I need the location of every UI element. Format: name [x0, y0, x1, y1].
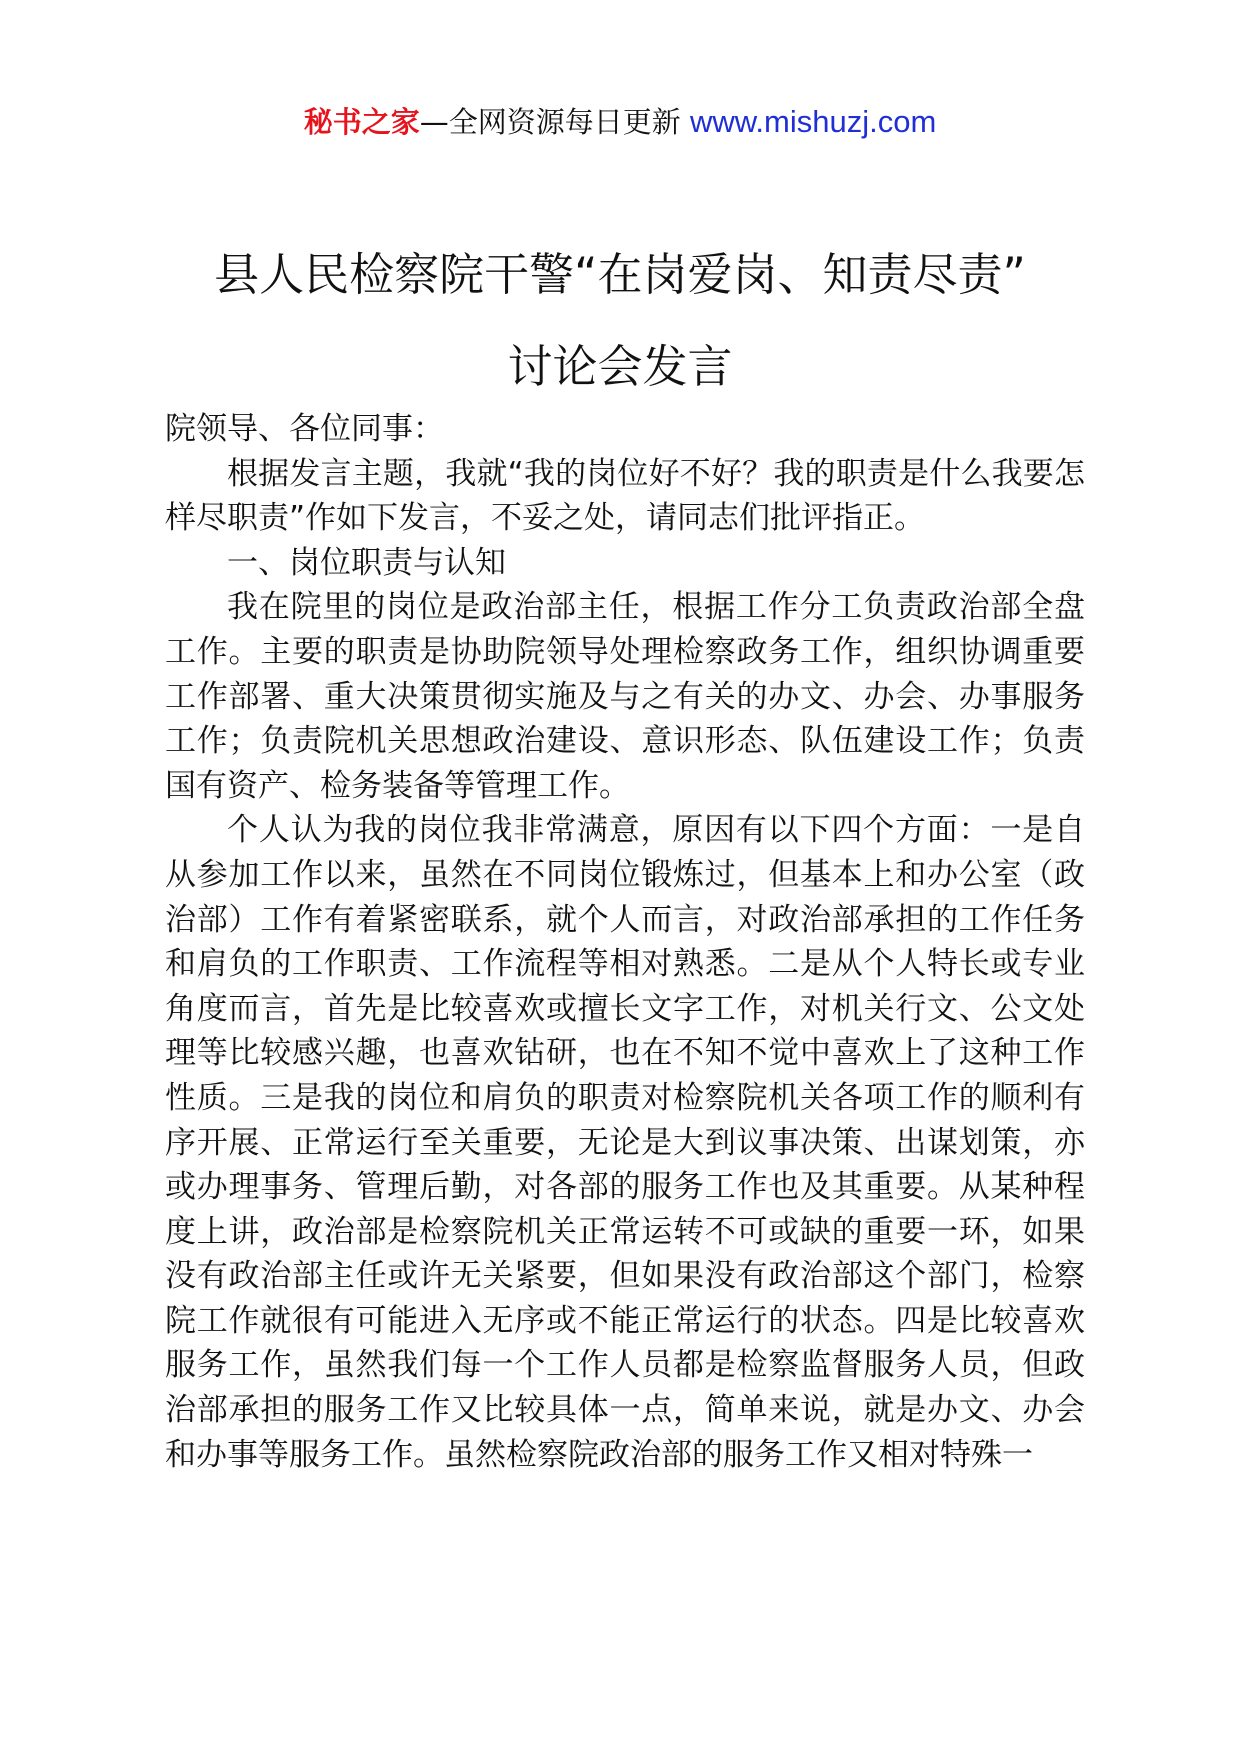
- document-body: [165, 407, 1085, 1477]
- paragraph-reasons: 个人认为我的岗位我非常满意，原因有以下四个方面：一是自从参加工作以来，虽然在不同岗位锻炼过，但基本上和办公室（政治部）工作有着紧密联系，就个人而言，对政治部承担的工作任务和肩负的工作职责、工作流程等相对熟悉。二是从个人特长或专业角度而言，首先是比较喜欢或擅长文字工作，对机关行文、公文处理等比较感兴趣，也喜欢钻研，也在不知不觉中喜欢上了这种工作性质。三是我的岗位和肩负的职责对检察院机关各项工作的顺利有序开展、正常运行至关重要，无论是大到议事决策、出谋划策，亦或办理事务、管理后勤，对各部的服务工作也及其重要。从某种程度上讲，政治部是检察院机关正常运转不可或缺的重要一环，如果没有政治部主任或许无关紧要，但如果没有政治部这个部门，检察院工作就很有可能进入无序或不能正常运行的状态。四是比较喜欢服务工作，虽然我们每一个工作人员都是检察监督服务人员，但政治部承担的服务工作又比较具体一点，简单来说，就是办文、办会和办事等服务工作。虽然检察院政治部的服务工作又相对特殊一: [165, 812, 1085, 1473]
- document-title-line-1: 县人民检察院干警“在岗爱岗、知责尽责”: [214, 248, 1026, 301]
- site-url-link[interactable]: www.mishuzj.com: [689, 104, 937, 139]
- section-heading-1: 一、岗位职责与认知: [227, 544, 506, 581]
- paragraph-intro: 根据发言主题，我就“我的岗位好不好？我的职责是什么我要怎样尽职责”作如下发言，不妥之处，请同志们批评指正。: [165, 455, 1085, 537]
- salutation: 院领导、各位同事：: [165, 411, 444, 447]
- paragraph-duties: 我在院里的岗位是政治部主任，根据工作分工负责政治部全盘工作。主要的职责是协助院领导处理检察政务工作，组织协调重要工作部署、重大决策贯彻实施及与之有关的办文、办会、办事服务工作；负责院机关思想政治建设、意识形态、队伍建设工作；负责国有资产、检务装备等管理工作。: [165, 589, 1085, 804]
- site-tagline: —全网资源每日更新: [419, 105, 690, 139]
- site-brand: 秘书之家: [303, 105, 420, 139]
- site-header: [0, 100, 1240, 144]
- document-title-line-2: 讨论会发言: [507, 340, 733, 393]
